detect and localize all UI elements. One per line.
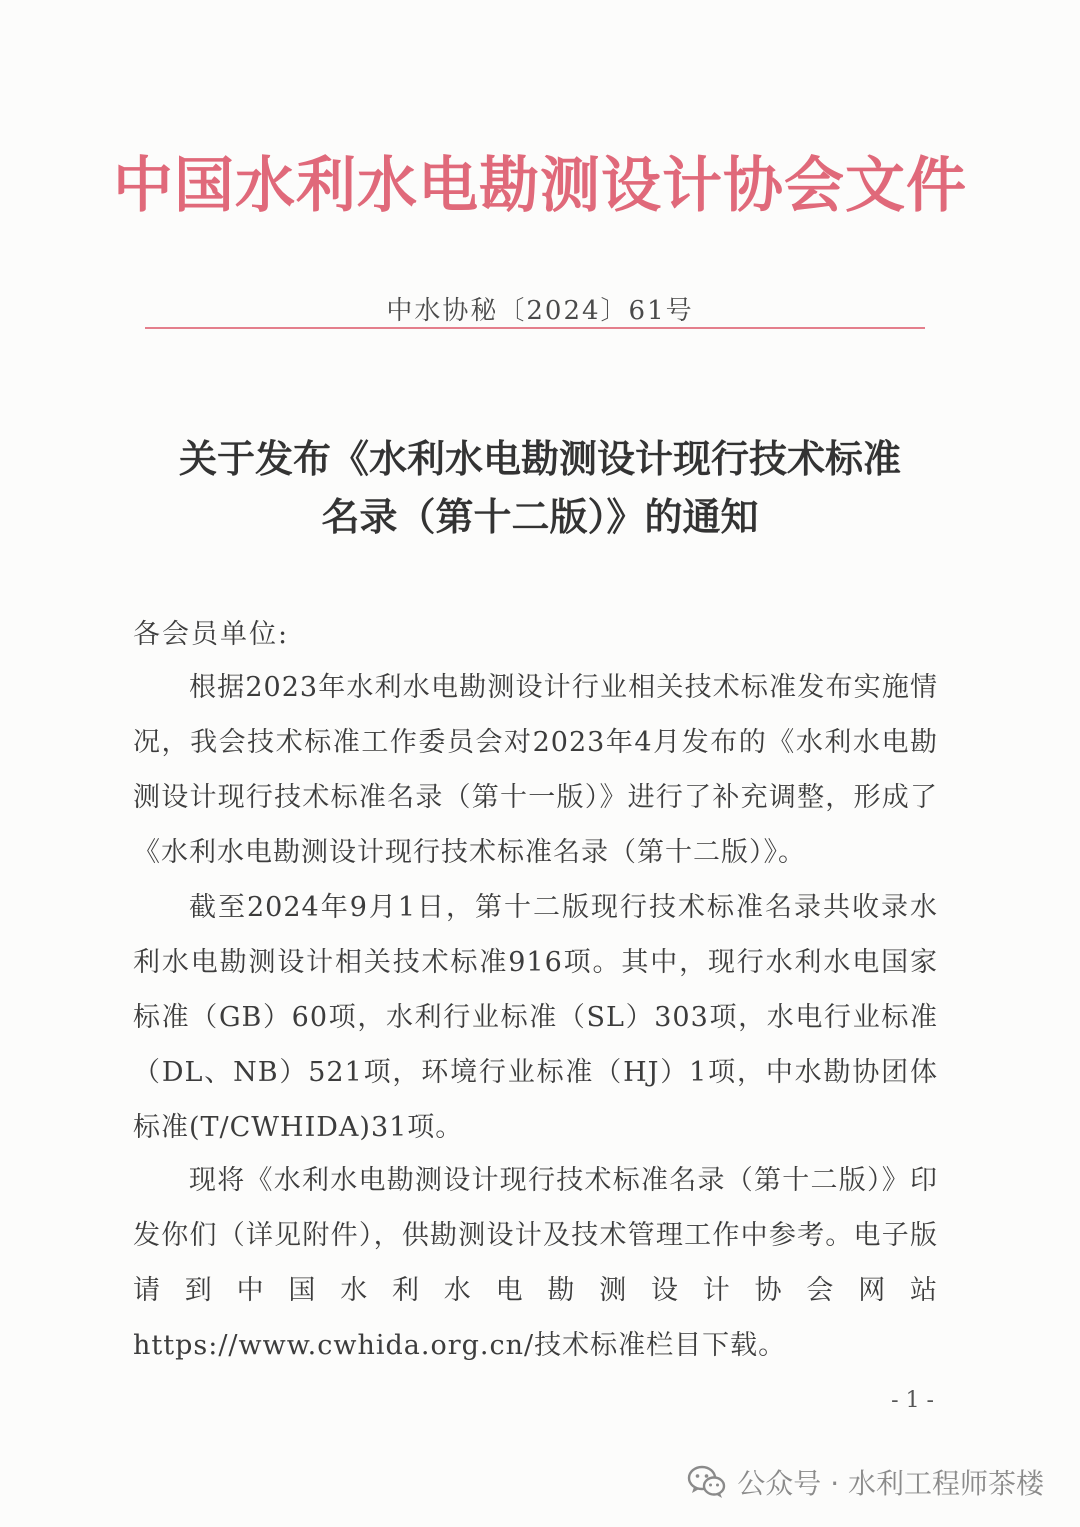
notice-title [0,430,1080,546]
salutation: 各会员单位: [133,619,290,650]
body-paragraph-3: 现将《水利水电勘测设计现行技术标准名录（第十二版）》印发你们（详见附件），供勘测设计及技术管理工作中参考。电子版请到中国水利水电勘测设计协会网站https://www.cwhida.org.cn/技术标准栏目下载。 [133,1165,938,1361]
body-paragraph-1: 根据2023年水利水电勘测设计行业相关技术标准发布实施情况，我会技术标准工作委员会对2023年4月发布的《水利水电勘测设计现行技术标准名录（第十一版）》进行了补充调整，形成了《水利水电勘测设计现行技术标准名录（第十二版）》。 [133,672,938,868]
notice-title-line-1: 关于发布《水利水电勘测设计现行技术标准 [178,437,901,481]
watermark [687,1462,1044,1502]
letterhead-title: 中国水利水电勘测设计协会文件 [113,151,967,221]
body-paragraph-2: 截至2024年9月1日，第十二版现行技术标准名录共收录水利水电勘测设计相关技术标准916项。其中，现行水利水电国家标准（GB）60项，水利行业标准（SL）303项，水电行业标准（DL、NB）521项，环境行业标准（HJ）1项，中水勘协团体标准(T/CWHIDA)31项。 [133,892,938,1143]
watermark-text: 公众号 · 水利工程师茶楼 [737,1467,1044,1500]
wechat-icon [687,1465,727,1499]
red-divider-line [145,327,925,329]
document-number: 中水协秘〔2024〕61号 [386,296,694,326]
notice-title-line-2: 名录（第十二版）》的通知 [321,495,759,539]
page-number: - 1 - [891,1388,934,1413]
